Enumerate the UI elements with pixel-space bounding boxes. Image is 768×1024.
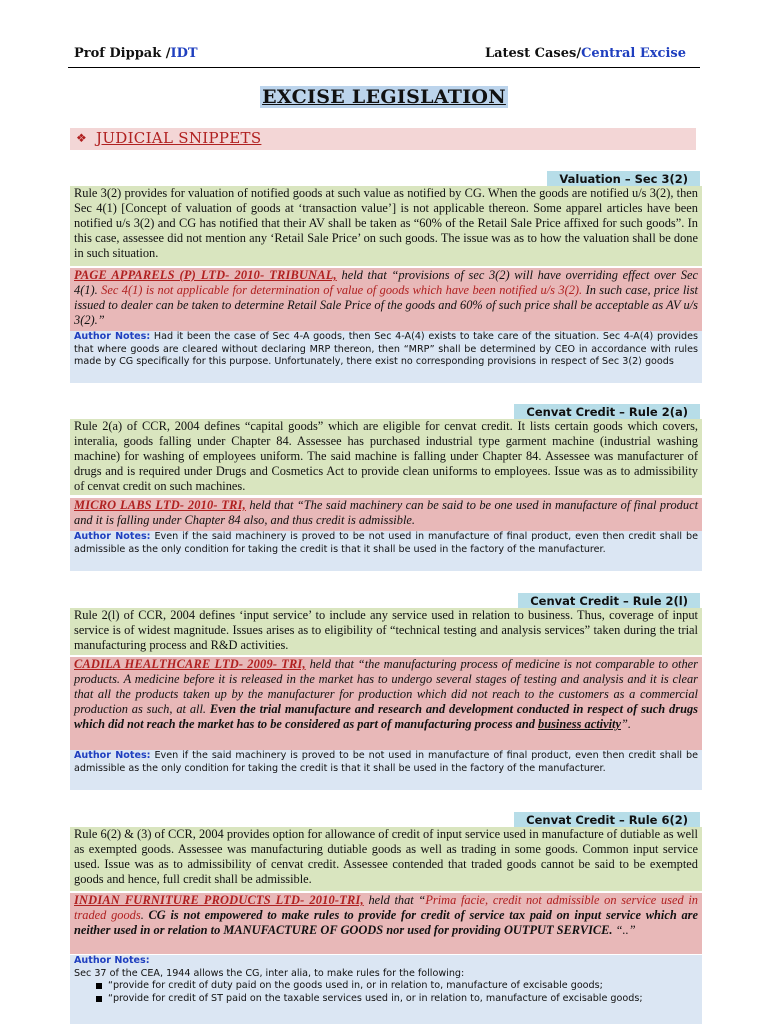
case-bold-text: CG is not empowered to make rules to provide for credit of service tax paid on input service which are neither used in or relation to MANUFACTURE OF GOODS nor used for providing OUTPUT SERVICE. — [74, 908, 699, 938]
author-note-rule-62 — [70, 955, 702, 1024]
section-tag-rule-2l: Cenvat Credit – Rule 2(l) — [518, 593, 700, 610]
case-bold-text: Even the trial manufacture and research and development conducted in respect of such drugs which did not reach the market has to be considered as part of manufacturing process and — [74, 702, 698, 732]
case-name: CADILA HEALTHCARE LTD- 2009- TRI, — [74, 657, 306, 671]
author-note-text: Even if the said machinery is proved to be not used in manufacture of final product, even then credit shall be admissible as the only condition for taking the credit is that it shall be used in the factory of the manufacturer. — [74, 750, 698, 774]
case-block-indian-furniture — [70, 893, 702, 954]
author-note-rule-2a — [70, 531, 702, 571]
case-block-cadila — [70, 657, 702, 750]
case-underlined-text: business activity — [538, 717, 621, 732]
author-note-label: Author Notes: — [74, 531, 151, 542]
diamond-bullet-icon: ❖ — [76, 131, 87, 145]
list-item — [74, 980, 698, 993]
header-author — [74, 46, 198, 61]
rule-block-rule-2a: Rule 2(a) of CCR, 2004 defines “capital goods” which are eligible for cenvat credit. It lists certain goods which covers, interalia, goods falling under Chapter 84. Assessee has purchased industrial type garment machine (industrial washing machine) for washing of employees uniform. The said machine is falling under Chapter 84. Assessee was manufacturer of drugs and is required under Drugs and Cosmetics Act to provide clean uniforms to employees. Issue was as to admissibility of cenvat credit on such machines. — [70, 419, 702, 495]
rule-block-valuation: Rule 3(2) provides for valuation of notified goods at such value as notified by CG. When the goods are notified u/s 3(2), then Sec 4(1) [Concept of valuation of goods at ‘transaction value’] is not applicable thereon. Some apparel articles have been notified u/s 3(2) and CG has notified that their AV shall be taken as “60% of the Retail Sale Price affixed for such goods”. In this case, assessee did not mention any ‘Retail Sale Price’ on such goods. The issue was as to how the valuation shall be done in such situation. — [70, 186, 702, 266]
case-name: PAGE APPARELS (P) LTD- 2010- TRIBUNAL, — [74, 268, 337, 282]
case-block-micro-labs — [70, 498, 702, 531]
author-note-label: Author Notes: — [74, 955, 150, 966]
header-divider — [68, 67, 700, 68]
case-end: ”. — [620, 717, 631, 732]
case-name: MICRO LABS LTD- 2010- TRI, — [74, 498, 246, 512]
list-item-text: “provide for credit of ST paid on the taxable services used in, or in relation to, manufacture of excisable goods; — [108, 992, 643, 1004]
case-name: INDIAN FURNITURE PRODUCTS LTD- 2010-TRI, — [74, 893, 364, 907]
section-label: Latest Cases/ — [484, 46, 582, 61]
page-title — [0, 86, 768, 108]
case-text: held that “ — [363, 893, 426, 907]
author-name: Prof Dippak / — [74, 46, 171, 61]
case-text: held that “the manufacturing process of medicine is not comparable to other products. A medicine before it is released in the market has to undergo several stages of testing and analysis and it is clear that all the products taken up by the manufacturer for production which did not reach to the customers as a commercial production as such, at all. — [74, 657, 698, 717]
author-note-text: Sec 37 of the CEA, 1944 allows the CG, inter alia, to make rules for the following: — [74, 967, 465, 979]
section-tag-valuation: Valuation – Sec 3(2) — [547, 171, 700, 188]
snippets-heading-bar — [70, 128, 696, 150]
case-text: In such case, price list issued to dealer can be taken to determine Retail Sale Price of the goods and 60% of such price shall be acceptable as AV u/s 3(2).” — [74, 283, 698, 328]
title-text: EXCISE LEGISLATION — [262, 86, 506, 108]
case-end: “..” — [612, 923, 636, 938]
case-text: held that “The said machinery can be said to be one used in manufacture of final product and it is falling under Chapter 84 also, and thus credit is admissible. — [74, 498, 699, 528]
rule-block-rule-62: Rule 6(2) & (3) of CCR, 2004 provides option for allowance of credit of input service used in manufacture of dutiable as well as exempted goods. Assessee was manufacturing dutiable goods as well as trading in some goods. Common input service used. Issue was as to admissibility of cenvat credit. Assessee contended that traded goods cannot be said to be exempted goods and hence, full credit shall be admissible. — [70, 827, 702, 891]
section-tag-rule-62: Cenvat Credit – Rule 6(2) — [514, 812, 700, 829]
case-highlight: Prima facie, credit not admissible on service used in traded goods — [74, 893, 698, 923]
list-item — [74, 993, 698, 1006]
snippets-heading: JUDICIAL SNIPPETS — [96, 129, 262, 147]
author-tag: IDT — [170, 46, 198, 61]
author-note-label: Author Notes: — [74, 750, 151, 761]
section-tag-rule-2a: Cenvat Credit – Rule 2(a) — [514, 404, 700, 421]
square-bullet-icon — [96, 983, 102, 989]
author-note-rule-2l — [70, 750, 702, 790]
list-item-text: “provide for credit of duty paid on the goods used in, or in relation to, manufacture of excisable goods; — [108, 980, 603, 992]
case-text: held that “provisions of sec 3(2) will have overriding effect over Sec 4(1). — [74, 268, 698, 298]
author-note-text: Had it been the case of Sec 4-A goods, then Sec 4-A(4) exists to take care of the situation. Sec 4-A(4) provides that where goods are cleared without declaring MRP thereon, then “MRP” shall be determined by CEO in accordance with rules made by CG specifically for this purpose. Unfortunately, there exist no corresponding provisions in respect of Sec 3(2) goods — [74, 331, 698, 368]
case-block-page-apparels — [70, 268, 702, 331]
case-highlight: Sec 4(1) is not applicable for determination of value of goods which have been notified u/s 3(2). — [101, 283, 583, 298]
author-note-label: Author Notes: — [74, 331, 151, 342]
author-note-text: Even if the said machinery is proved to be not used in manufacture of final product, even then credit shall be admissible as the only condition for taking the credit is that it shall be used in the factory of the manufacturer. — [74, 531, 698, 555]
section-topic: Central Excise — [581, 46, 686, 61]
square-bullet-icon — [96, 996, 102, 1002]
page-header — [74, 46, 686, 64]
header-section — [485, 46, 686, 61]
case-text: . — [140, 908, 149, 923]
rule-block-rule-2l: Rule 2(l) of CCR, 2004 defines ‘input service’ to include any service used in relation to business. Thus, coverage of input service is of widest magnitude. Issues arises as to eligibility of “technical testing and analysis services” taken during the trial manufacturing process and R&D activities. — [70, 608, 702, 655]
author-note-valuation — [70, 331, 702, 383]
